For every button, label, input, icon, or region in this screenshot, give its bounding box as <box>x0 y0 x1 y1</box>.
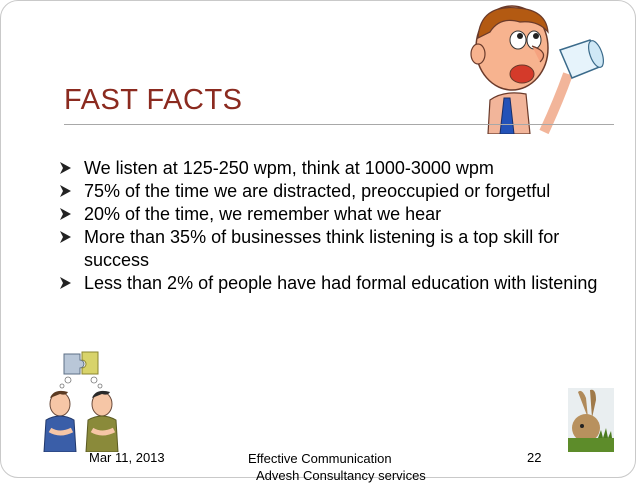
footer-date: Mar 11, 2013 <box>89 450 165 465</box>
footer-title-line2: Advesh Consultancy services <box>256 468 426 483</box>
arrow-bullet-icon <box>58 230 72 244</box>
footer-title-line1: Effective Communication <box>248 451 392 466</box>
page-number: 22 <box>527 450 542 465</box>
bullet-text: 20% of the time, we remember what we hear <box>84 204 442 224</box>
bullet-item <box>58 272 598 295</box>
bullet-text: 75% of the time we are distracted, preoccupied or forgetful <box>84 181 551 201</box>
bullet-text: More than 35% of businesses think listening is a top skill for success <box>84 227 560 270</box>
arrow-bullet-icon <box>58 161 72 175</box>
bullet-item <box>58 203 598 226</box>
bullet-item <box>58 180 598 203</box>
two-people-puzzle-clipart <box>38 348 138 452</box>
bullet-item <box>58 157 598 180</box>
slide-title: FAST FACTS <box>64 84 243 116</box>
bullet-text: Less than 2% of people have had formal education with listening <box>84 273 598 293</box>
title-divider <box>64 124 614 125</box>
bullet-item <box>58 226 598 272</box>
rabbit-photo <box>568 388 614 452</box>
thinking-man-with-cup-clipart <box>460 2 620 134</box>
bullet-list <box>58 157 598 295</box>
arrow-bullet-icon <box>58 184 72 198</box>
arrow-bullet-icon <box>58 207 72 221</box>
arrow-bullet-icon <box>58 276 72 290</box>
bullet-text: We listen at 125-250 wpm, think at 1000-3000 wpm <box>84 158 494 178</box>
